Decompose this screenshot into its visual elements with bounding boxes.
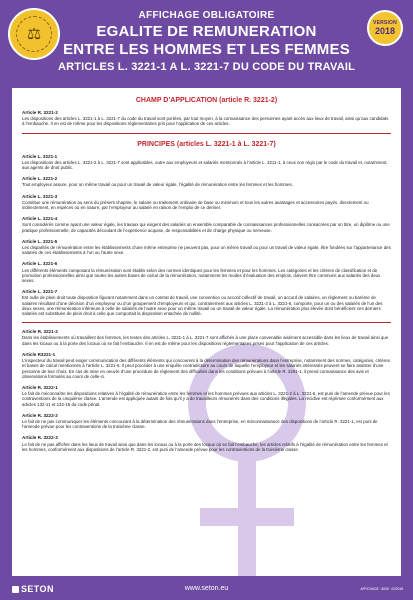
article-text: Le fait de ne pas communiquer les éléments concourant à la détermination des rémunérations dans l’entreprise, en méconnaissance des dispositions de l’article R. 3221-1, est puni de l’amende prévue pour les contraventions de la troisième classe. xyxy=(22,418,378,430)
champ-articles xyxy=(22,110,391,127)
footer xyxy=(0,579,413,600)
principes-section xyxy=(22,140,391,149)
article-title: Article L. 3221-7 xyxy=(22,289,58,295)
article-text: Les différents éléments composant la rémunération sont établis selon des normes identiques pour les femmes et pour les hommes. Les catégories et les critères de classification et de promotion professionnelles ainsi que toutes les autres bases de calcul de la rémunération, notamment les modes d’évaluation des emplois, doivent être communs aux salariés des deux sexes. xyxy=(22,267,381,284)
website-link[interactable]: www.seton.eu xyxy=(184,585,229,592)
champ-section xyxy=(22,96,391,105)
header-title-line2: ENTRE LES HOMMES ET LES FEMMES xyxy=(63,41,350,58)
article-text: Sont considérés comme ayant une valeur égale, les travaux qui exigent des salariés un ensemble comparable de connaissances professionnelles consacrées par un titre, un diplôme ou une pratique professionnelle, de capacités découlant de l’expérience acquise, de responsabilités et de charge physique ou nerveuse. xyxy=(22,222,390,233)
article-text: Le fait de méconnaître les dispositions relatives à l’égalité de rémunération entre les femmes et les hommes prévues aux articles L. 3221-2 à L. 3221-6, est puni de l’amende prévue pour les contraventions de la cinquième classe. L’amende est appliquée autant de fois qu’il y a de travailleurs rémunérés dans des conditions illégales. La récidive est réprimée conformément aux articles 132-11 et 132-15 du code pénal. xyxy=(22,391,390,407)
article-text: Est nulle de plein droit toute disposition figurant notamment dans un contrat de travail, une convention ou accord collectif de travail, un accord de salaires, un règlement ou barème de salaires résultant d’une décision d’un employeur ou d’un groupement d’employeurs et qui, contrairement aux articles L. 3221-2 à L. 3221-6, comporte, pour un ou des salariés de l’un des deux sexes, une rémunération inférieure à celle de salariés de l’autre sexe pour un même travail ou un travail de valeur égale. La rémunération plus élevée dont bénéficient ces derniers salariés est substituée de plein droit à celle que comportait la disposition entachée de nullité. xyxy=(22,295,383,317)
version-badge-year: 2018 xyxy=(374,26,396,36)
article xyxy=(22,110,391,127)
content-panel xyxy=(12,88,401,576)
article-title: Article R3221-1 xyxy=(22,351,56,357)
header-title-line3: ARTICLES L. 3221-1 A L. 3221-7 DU CODE DU TRAVAIL xyxy=(57,61,356,73)
article xyxy=(22,194,391,211)
article-title: Article L. 3221-5 xyxy=(22,238,58,244)
article-title: Article L. 3221-1 xyxy=(22,153,58,159)
article-text: Dans les établissements où travaillent des femmes, les textes des articles L. 3221-1 à L. 3221-7 sont affichés à une place convenable aisément accessible dans les lieux de travail ainsi que dans les locaux ou à la porte des locaux où se fait l’embauche. Il en est de même pour les dispositions réglementaires prises pour l’application de ces articles. xyxy=(22,335,389,346)
header-kicker: AFFICHAGE OBLIGATOIRE xyxy=(138,10,275,21)
champ-title: CHAMP D’APPLICATION (article R. 3221-2) xyxy=(135,97,278,104)
article xyxy=(22,239,391,256)
article xyxy=(22,352,391,379)
header-title-line1: EGALITE DE REMUNERATION xyxy=(96,23,317,40)
article xyxy=(22,154,391,171)
legal-text xyxy=(12,88,401,452)
scales-of-justice-icon: ⚖ xyxy=(16,16,52,52)
article-title: Article L. 3221-2 xyxy=(22,176,58,182)
principes-articles xyxy=(22,154,391,317)
other-articles xyxy=(22,329,391,452)
brand-name: SETON xyxy=(21,584,54,594)
article-text: Constitue une rémunération au sens du présent chapitre, le salaire ou traitement ordinaire de base ou minimum et tous les autres avantages et accessoires payés, directement ou indirectement, en espèces ou en nature, par l’employeur au salarié en raison de l’emploi de ce dernier. xyxy=(22,199,369,211)
article xyxy=(22,261,391,283)
reference-code: AFFICHAGE · 8005 · 02/2018 xyxy=(360,587,403,591)
article xyxy=(22,329,391,346)
article xyxy=(22,413,391,430)
article xyxy=(22,385,391,407)
article xyxy=(22,289,391,316)
article-text: L’inspecteur du travail peut exiger communication des différents éléments qui concourent à la détermination des rémunérations dans l’entreprise, notamment des normes, catégories, critères et bases de calcul mentionnés à l’article L. 3221-6. Il peut procéder à une enquête contradictoire au cours de laquelle l’employeur et les salariés intéressés peuvent se faire assister d’une personne de leur choix. En cas de mise en oeuvre d’une procédure de règlement des difficultés dans les conditions prévues à l’article R. 2261-1, il prend connaissance des avis et observations formulés au cours de celle-ci. xyxy=(22,358,390,379)
article-title: Article L. 3221-3 xyxy=(22,193,58,199)
article-title: Article R. 3221-2 xyxy=(22,110,58,115)
article-title: Article R. 3222-2 xyxy=(22,412,58,418)
article-title: Article R. 3221-2 xyxy=(22,329,58,335)
section-divider xyxy=(22,133,391,134)
version-badge xyxy=(367,10,403,46)
article xyxy=(22,216,391,233)
article-title: Article L. 3221-6 xyxy=(22,261,58,267)
article xyxy=(22,176,391,187)
article-text: Les disparités de rémunération entre les établissements d’une même entreprise ne peuvent pas, pour un même travail ou pour un travail de valeur égale, être fondées sur l’appartenance des salariés de ces établissements à l’un ou l’autre sexe. xyxy=(22,245,391,256)
article-text: Tout employeur assure, pour un même travail ou pour un travail de valeur égale, l’égalité de rémunération entre les femmes et les hommes. xyxy=(22,182,293,188)
section-divider xyxy=(22,322,391,323)
article-text: Les dispositions des articles L. 3221-2 à L. 3221-7 sont applicables, outre aux employeurs et salariés mentionnés à l’article L. 3211-1, à ceux non régis par le code du travail et, notamment, aux agents de droit public. xyxy=(22,159,388,171)
principes-title: PRINCIPES (articles L. 3221-1 à L. 3221-7) xyxy=(137,140,276,148)
article xyxy=(22,435,391,452)
article-title: Article R. 3222-1 xyxy=(22,384,58,390)
article-title: Article R. 3222-3 xyxy=(22,435,58,441)
version-badge-label: VERSION xyxy=(373,20,397,26)
article-title: Article L. 3221-4 xyxy=(22,216,58,222)
article-text: Le fait de ne pas afficher dans les lieux de travail ainsi que dans les locaux ou à la porte des locaux où se fait l’embauche, les articles relatifs à l’égalité de rémunération entre les femmes et les hommes, conformément aux dispositions de l’article R. 3221-2, est puni de l’amende prévue pour les contraventions de la troisième classe. xyxy=(22,441,388,452)
article-text: Les dispositions des articles L. 3221-1 à L. 3221-7 du code du travail sont portées, par tout moyen, à la connaissance des personnes ayant accès aux lieux de travail, ainsi qu’aux candidats à l’embauche. Il en est de même pour les dispositions réglementaires pris pour l’application de ces articles. xyxy=(22,116,389,127)
header xyxy=(0,0,413,86)
